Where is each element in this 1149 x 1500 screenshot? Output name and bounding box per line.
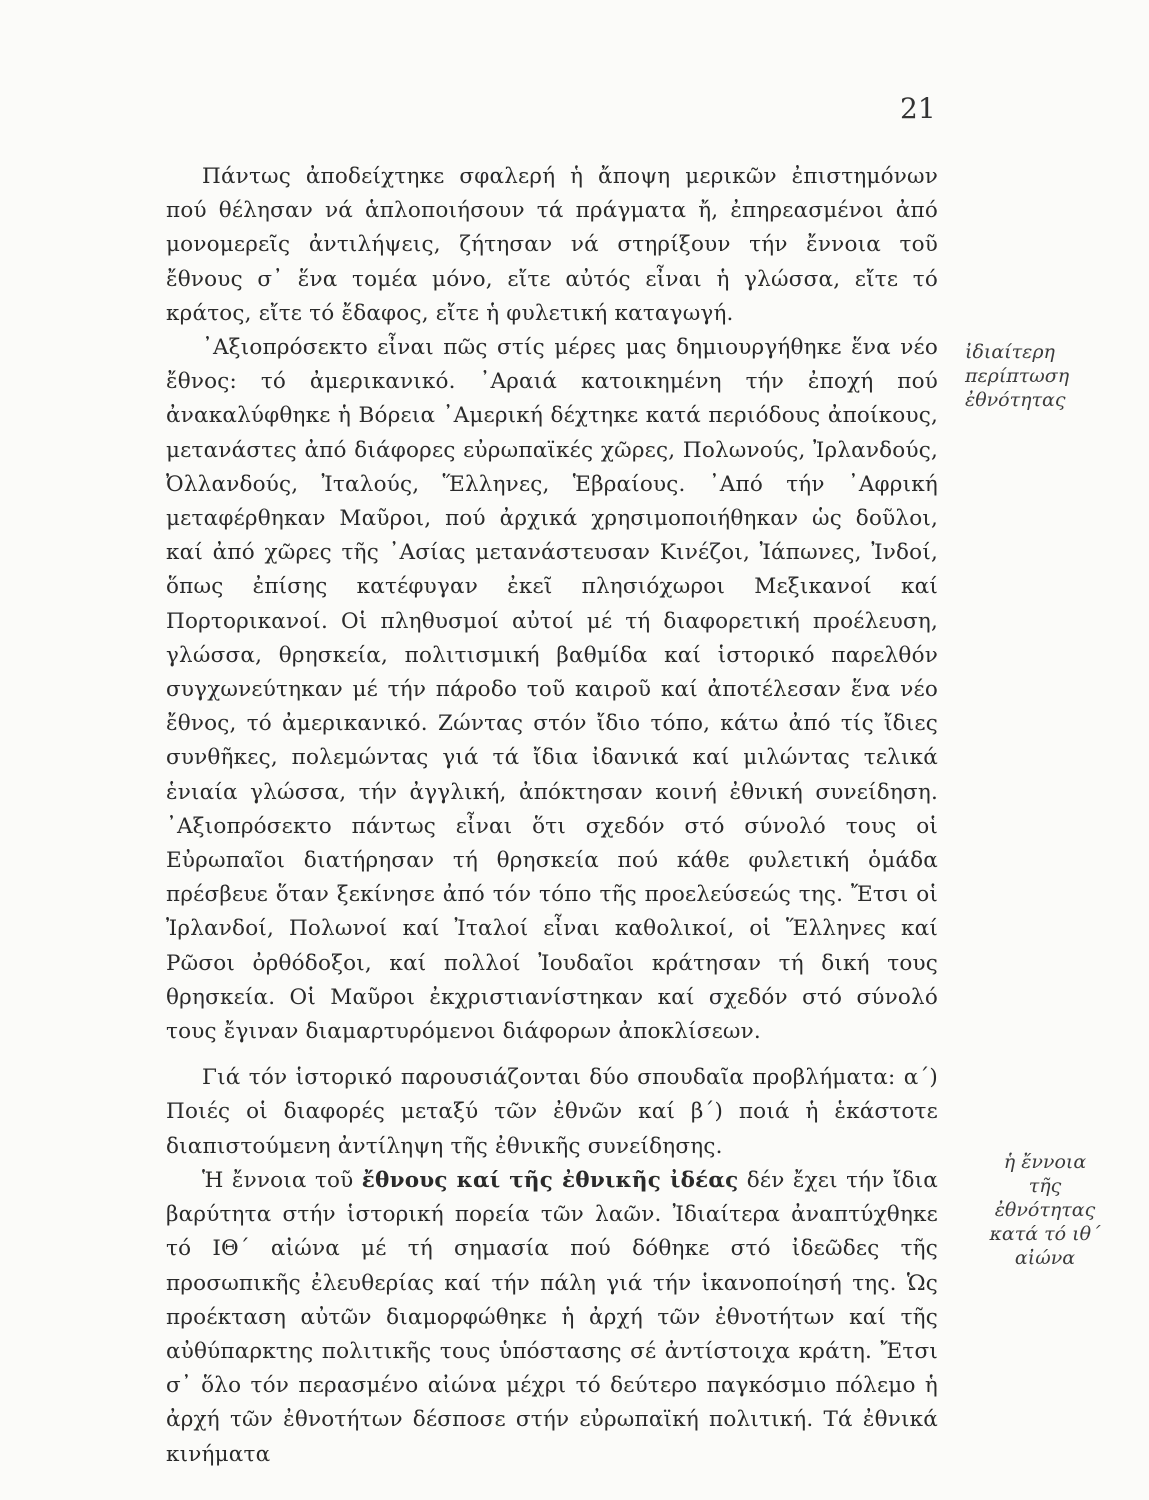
margin-note-line: ἐθνότητας [965,389,1066,411]
paragraph-2: ᾽Αξιοπρόσεκτο εἶναι πῶς στίς μέρες μας δημιουργήθηκε ἕνα νέο ἔθνος: τό ἀμερικανικό. ᾽Αραιά κατοικημένη τήν ἐποχή πού ἀνακαλύφθηκε ἡ Βόρεια ᾽Αμερική δέχτηκε κατά περιόδους ἀποίκους, μετανάστες ἀπό διάφορες εὐρωπαϊκές χῶρες, Πολωνούς, Ἰρλανδούς, Ὀλλανδούς, Ἰταλούς, Ἕλληνες, Ἑβραίους. ᾽Από τήν ᾽Αφρική μεταφέρθηκαν Μαῦροι, πού ἀρχικά χρησιμοποιήθηκαν ὡς δοῦλοι, καί ἀπό χῶρες τῆς ᾽Ασίας μετανάστευσαν Κινέζοι, Ἰάπωνες, Ἰνδοί, ὅπως ἐπίσης κατέφυγαν ἐκεῖ πλησιόχωροι Μεξικανοί καί Πορτορικανοί. Οἱ πληθυσμοί αὐτοί μέ τή διαφορετική προέλευση, γλώσσα, θρησκεία, πολιτισμική βαθμίδα καί ἱστορικό παρελθόν συγχωνεύτηκαν μέ τήν πάροδο τοῦ καιροῦ καί ἀποτέλεσαν ἕνα νέο ἔθνος, τό ἀμερικανικό. Ζώντας στόν ἴδιο τόπο, κάτω ἀπό τίς ἴδιες συνθῆκες, πολεμώντας γιά τά ἴδια ἰδανικά καί μιλώντας τελικά ἑνιαία γλώσσα, τήν ἀγγλική, ἀπόκτησαν κοινή ἐθνική συνείδηση. ᾽Αξιοπρόσεκτο πάντως εἶναι ὅτι σχεδόν στό σύνολό τους οἱ Εὐρωπαῖοι διατήρησαν τή θρησκεία πού κάθε φυλετική ὁμάδα πρέσβευε ὅταν ξεκίνησε ἀπό τόν τόπο τῆς προελεύσεώς της. Ἔτσι οἱ Ἰρλανδοί, Πολωνοί καί Ἰταλοί εἶναι καθολικοί, οἱ Ἕλληνες καί Ρῶσοι ὀρθόδοξοι, καί πολλοί Ἰουδαῖοι κράτησαν τή δική τους θρησκεία. Οἱ Μαῦροι ἐκχριστιανίστηκαν καί σχεδόν στό σύνολό τους ἔγιναν διαμαρτυρόμενοι διάφορων ἀποκλίσεων. [166,335,938,1045]
paragraph-4-start: Ἡ ἔννοια τοῦ [202,1167,362,1193]
main-text-body [166,160,938,1472]
paragraph-4-rest: δέν ἔχει τήν ἴδια βαρύτητα στήν ἱστορική πορεία τῶν λαῶν. Ἰδιαίτερα ἀναπτύχθηκε τό ΙΘ΄ αἰώνα μέ τή σημασία πού δόθηκε στό ἰδεῶδες τῆς προσωπικῆς ἐλευθερίας καί τήν πάλη γιά τήν ἱκανοποίησή της. Ὡς προέκταση αὐτῶν διαμορφώθηκε ἡ ἀρχή τῶν ἐθνοτήτων καί τῆς αὐθύπαρκτης πολιτικῆς τους ὑπόστασης σέ ἀντίστοιχα κράτη. Ἔτσι σ᾽ ὅλο τόν περασμένο αἰώνα μέχρι τό δεύτερο παγκόσμιο πόλεμο ἡ ἀρχή τῶν ἐθνοτήτων δέσποσε στήν εὐρωπαϊκή πολιτική. Τά ἐθνικά κινήματα [166,1167,938,1467]
margin-note-1 [965,340,1135,412]
margin-note-line: κατά τό ιθ΄ [989,1223,1101,1245]
page-number: 21 [900,92,936,125]
margin-note-line: τῆς ἐθνότητας [994,1175,1096,1221]
margin-note-line: ἡ ἔννοια [1003,1151,1087,1173]
paragraph-4 [166,1164,938,1472]
margin-note-2 [980,1150,1110,1270]
paragraph-3: Γιά τόν ἱστορικό παρουσιάζονται δύο σπουδαῖα προβλήματα: α΄) Ποιές οἱ διαφορές μεταξύ τῶν ἐθνῶν καί β΄) ποιά ἡ ἑκάστοτε διαπιστούμενη ἀντίληψη τῆς ἐθνικῆς συνείδησης. [166,1065,938,1159]
margin-note-line: περίπτωση [965,365,1070,387]
margin-note-line: αἰώνα [1014,1247,1076,1269]
paragraph-4-bold: ἔθνους καί τῆς ἐθνικῆς ἰδέας [361,1167,739,1193]
paragraph-1: Πάντως ἀποδείχτηκε σφαλερή ἡ ἄποψη μερικῶν ἐπιστημόνων πού θέλησαν νά ἁπλοποιήσουν τά πράγματα ἤ, ἐπηρεασμένοι ἀπό μονομερεῖς ἀντιλήψεις, ζήτησαν νά στηρίξουν τήν ἔννοια τοῦ ἔθνους σ᾽ ἕνα τομέα μόνο, εἴτε αὐτός εἶναι ἡ γλώσσα, εἴτε τό κράτος, εἴτε τό ἔδαφος, εἴτε ἡ φυλετική καταγωγή. [166,164,938,326]
margin-note-line: ἰδιαίτερη [965,341,1055,363]
